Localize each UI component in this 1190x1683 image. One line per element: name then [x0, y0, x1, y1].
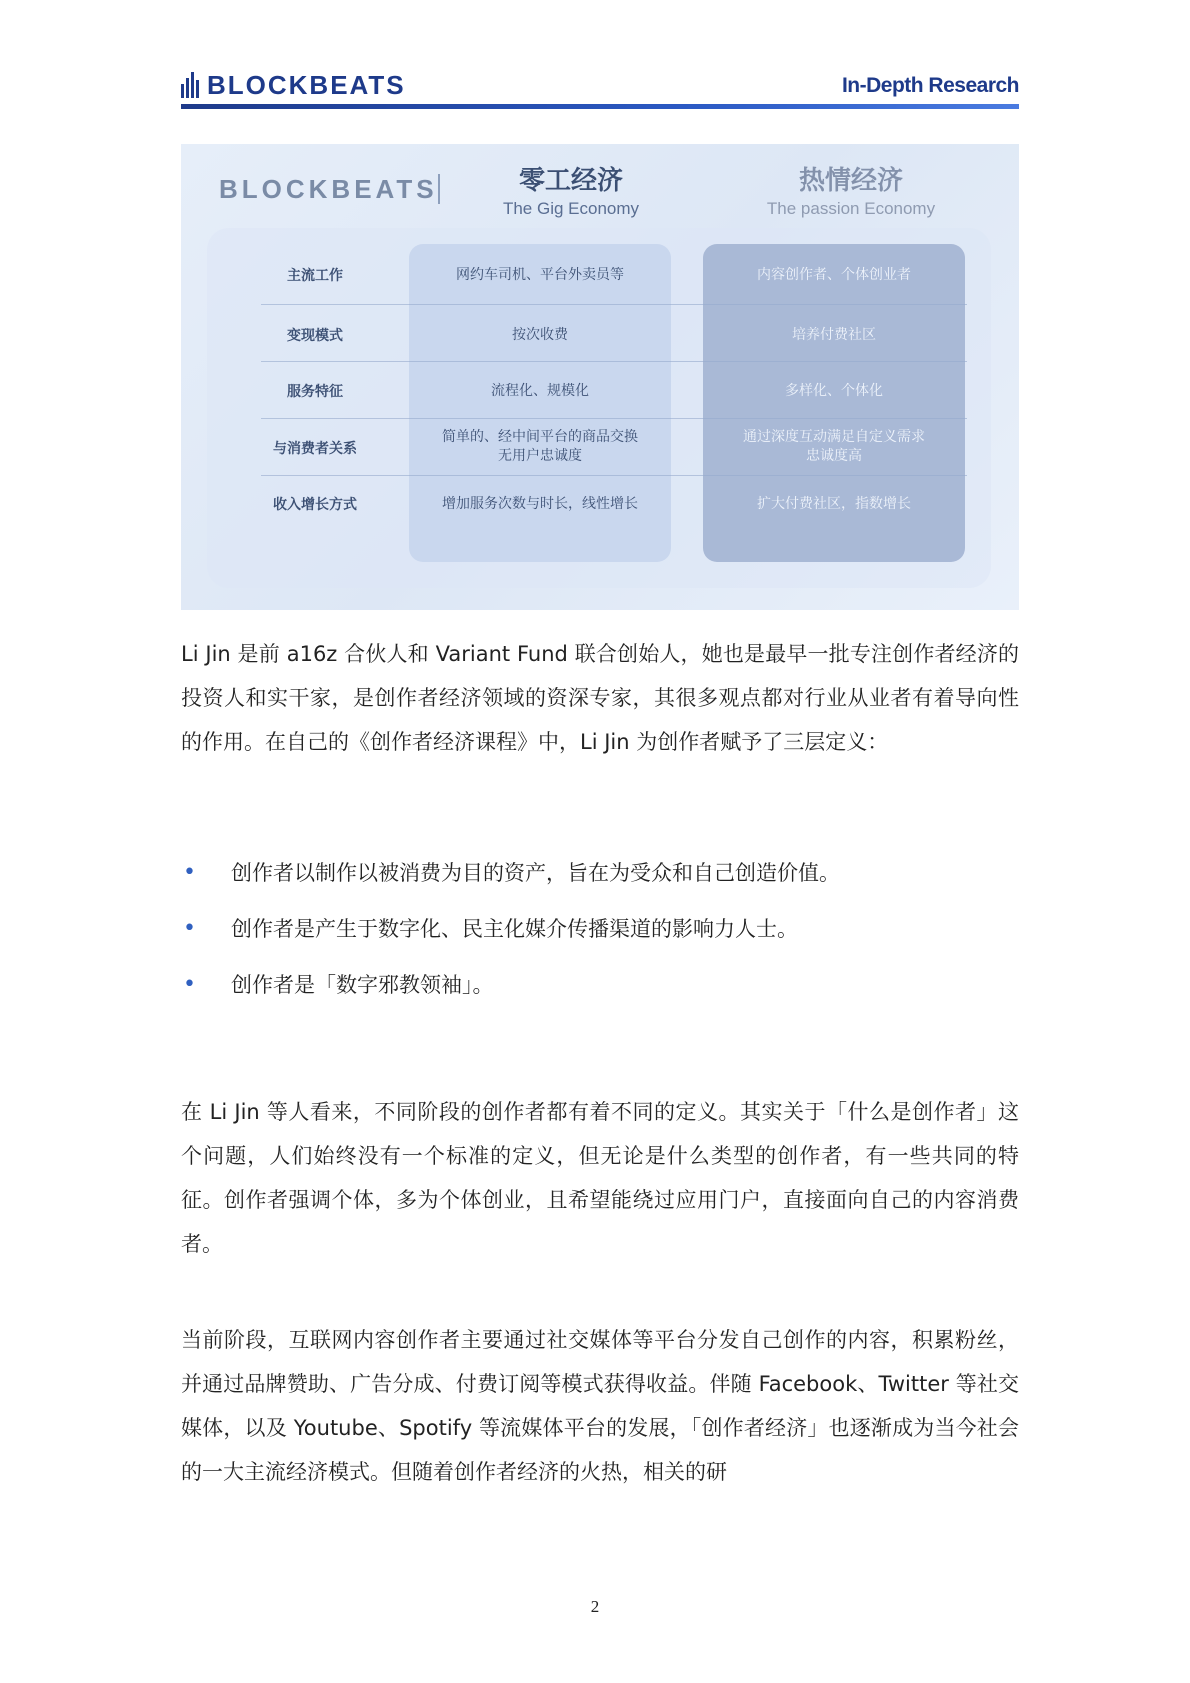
gig-title-en: The Gig Economy — [502, 199, 640, 218]
row-label: 服务特征 — [287, 384, 343, 400]
list-item — [181, 965, 1019, 1021]
gig-cell: 按次收费 — [512, 326, 568, 343]
banner-logo: BLOCKBEATS — [219, 174, 438, 204]
row-divider — [261, 361, 967, 362]
passion-cell: 扩大付费社区，指数增长 — [757, 495, 911, 512]
table-row — [261, 320, 971, 350]
table-row — [261, 489, 971, 519]
list-item-text: 创作者以制作以被消费为目的资产，旨在为受众和自己创造价值。 — [231, 861, 840, 885]
row-label: 变现模式 — [287, 328, 343, 344]
table-row — [261, 376, 971, 406]
list-item — [181, 909, 1019, 965]
row-divider — [261, 418, 967, 419]
gig-cell: 简单的、经中间平台的商品交换 无用户忠诚度 — [442, 429, 638, 464]
row-label: 主流工作 — [287, 268, 343, 284]
table-row — [261, 428, 971, 468]
paragraph-3: 当前阶段，互联网内容创作者主要通过社交媒体等平台分发自己创作的内容，积累粉丝，并通过品牌赞助、广告分成、付费订阅等模式获得收益。伴随 Facebook、Twitter 等社交媒体，以及 Youtube、Spotify 等流媒体平台的发展，「创作者经济」也逐渐成为当今社会的一大主流经济模式。但随着创作者经济的火热，相关的研 — [181, 1328, 1019, 1484]
header-divider — [181, 104, 1019, 109]
row-label: 收入增长方式 — [273, 497, 357, 513]
page-number: 2 — [590, 1597, 600, 1616]
passion-cell: 多样化、个体化 — [785, 382, 883, 399]
table-row — [261, 260, 971, 290]
list-item-text: 创作者是产生于数字化、民主化媒介传播渠道的影响力人士。 — [231, 917, 798, 941]
comparison-banner — [181, 144, 1019, 610]
comparison-table — [207, 228, 991, 588]
page-header — [181, 66, 1019, 110]
bullet-icon: • — [183, 860, 196, 885]
row-divider — [261, 304, 967, 305]
paragraph-2: 在 Li Jin 等人看来，不同阶段的创作者都有着不同的定义。其实关于「什么是创作者」这个问题，人们始终没有一个标准的定义，但无论是什么类型的创作者，有一些共同的特征。创作者强调个体，多为个体创业，且希望能绕过应用门户，直接面向自己的内容消费者。 — [181, 1100, 1019, 1256]
passion-cell: 通过深度互动满足自定义需求 忠诚度高 — [743, 429, 925, 464]
paragraph-1: Li Jin 是前 a16z 合伙人和 Variant Fund 联合创始人，她也是最早一批专注创作者经济的投资人和实干家，是创作者经济领域的资深专家，其很多观点都对行业从业者有着导向性的作用。在自己的《创作者经济课程》中，Li Jin 为创作者赋予了三层定义： — [181, 642, 1019, 754]
passion-economy-heading — [741, 160, 961, 219]
passion-cell: 培养付费社区 — [792, 326, 876, 343]
gig-cell: 流程化、规模化 — [491, 382, 589, 399]
banner-divider — [438, 174, 440, 204]
passion-title-en: The passion Economy — [766, 199, 936, 218]
list-item — [181, 853, 1019, 909]
passion-title-cn: 热情经济 — [798, 166, 903, 196]
gig-cell: 网约车司机、平台外卖员等 — [456, 266, 624, 283]
logo-bars-icon — [181, 72, 201, 98]
gig-title-cn: 零工经济 — [518, 166, 623, 196]
passion-cell: 内容创作者、个体创业者 — [757, 266, 911, 283]
gig-economy-heading — [461, 160, 681, 219]
row-divider — [261, 475, 967, 476]
blockbeats-logo — [181, 70, 406, 100]
list-item-text: 创作者是「数字邪教领袖」。 — [231, 973, 494, 997]
definition-list — [181, 853, 1019, 1021]
row-label: 与消费者关系 — [273, 441, 357, 457]
gig-cell: 增加服务次数与时长，线性增长 — [442, 495, 638, 512]
logo-text: BLOCKBEATS — [207, 69, 406, 100]
bullet-icon: • — [183, 916, 196, 941]
bullet-icon: • — [183, 972, 196, 997]
header-label: In-Depth Research — [841, 74, 1019, 97]
